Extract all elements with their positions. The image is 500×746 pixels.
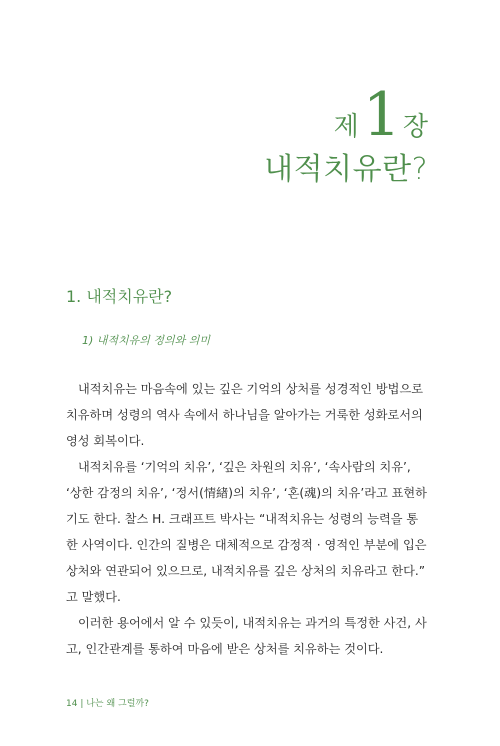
- page-footer: 14 | 나는 왜 그럴까?: [66, 699, 149, 709]
- chapter-suffix: 장: [402, 112, 428, 142]
- body-line: 기도 한다. 찰스 H. 크래프트 박사는 “내적치유는 성령의 능력을 통: [66, 512, 419, 526]
- subsection-title: 1) 내적치유의 정의와 의미: [82, 334, 211, 347]
- body-line: ‘상한 감정의 치유’, ‘정서(情緖)의 치유’, ‘혼(魂)의 치유’라고 표현하: [66, 486, 427, 500]
- body-line: 상처와 연관되어 있으므로, 내적치유를 깊은 상처의 치유라고 한다.”: [66, 564, 426, 578]
- body-line: 고 말했다.: [66, 590, 121, 604]
- body-text: [66, 376, 438, 662]
- body-line: 영성 회복이다.: [66, 434, 145, 448]
- chapter-heading: [264, 80, 428, 188]
- body-line: 치유하며 성령의 역사 속에서 하나님을 알아가는 거룩한 성화로서의: [66, 408, 423, 422]
- body-line: 내적치유를 ‘기억의 치유’, ‘깊은 차원의 치유’, ‘속사람의 치유’,: [78, 460, 411, 474]
- chapter-number: 1: [362, 80, 401, 150]
- chapter-title: 내적치유란?: [264, 152, 428, 187]
- body-line: 이러한 용어에서 알 수 있듯이, 내적치유는 과거의 특정한 사건, 사: [78, 616, 427, 630]
- body-line: 고, 인간관계를 통하여 마음에 받은 상처를 치유하는 것이다.: [66, 642, 384, 656]
- chapter-prefix: 제: [333, 112, 359, 142]
- chapter-number-line: [264, 80, 428, 150]
- section-title: 1. 내적치유란?: [66, 287, 173, 306]
- body-line: 내적치유는 마음속에 있는 깊은 기억의 상처를 성경적인 방법으로: [78, 382, 423, 396]
- body-line: 한 사역이다. 인간의 질병은 대체적으로 감정적 · 영적인 부분에 입은: [66, 538, 427, 552]
